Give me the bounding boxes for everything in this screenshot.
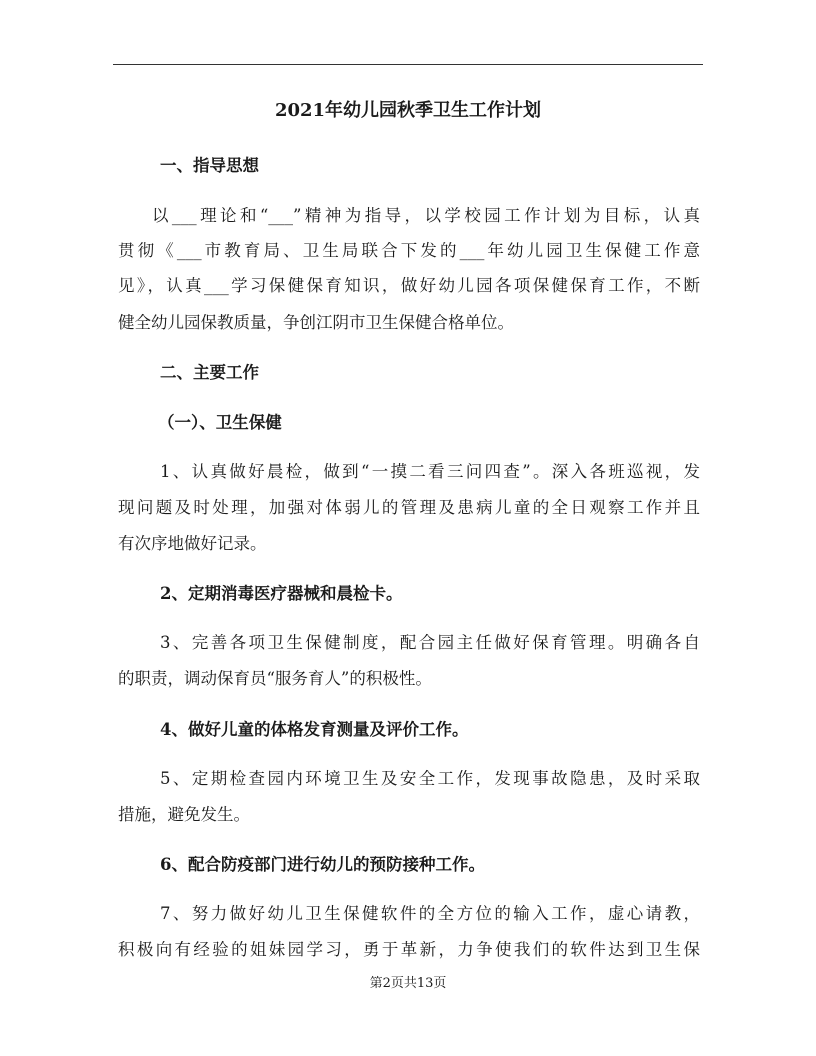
paragraph-line: 有次序地做好记录。 — [118, 534, 267, 553]
subsection-heading-health-care: （一）、卫生保健 — [158, 413, 282, 432]
paragraph-line: 贯彻《___市教育局、卫生局联合下发的___年幼儿园卫生保健工作意 — [118, 241, 700, 260]
paragraph-line: 1、认真做好晨检，做到“一摸二看三问四查”。深入各班巡视，发 — [160, 462, 700, 481]
paragraph-line: 以___理论和“___”精神为指导，以学校园工作计划为目标，认真 — [152, 206, 700, 225]
paragraph-line: 5、定期检查园内环境卫生及安全工作，发现事故隐患，及时采取 — [160, 769, 700, 788]
page-title: 2021年幼儿园秋季卫生工作计划 — [274, 100, 542, 121]
item-heading-measurement: 4、做好儿童的体格发育测量及评价工作。 — [160, 720, 469, 739]
item-heading-vaccination: 6、配合防疫部门进行幼儿的预防接种工作。 — [160, 855, 485, 874]
paragraph-line: 的职责，调动保育员“服务育人”的积极性。 — [118, 669, 432, 688]
paragraph-line: 积极向有经验的姐妹园学习，勇于革新，力争使我们的软件达到卫生保 — [118, 940, 700, 959]
item-heading-disinfect: 2、定期消毒医疗器械和晨检卡。 — [160, 584, 403, 603]
page-footer: 第2页共13页 — [369, 976, 447, 991]
paragraph-line: 3、完善各项卫生保健制度，配合园主任做好保育管理。明确各自 — [160, 633, 700, 652]
paragraph-line: 现问题及时处理，加强对体弱儿的管理及患病儿童的全日观察工作并且 — [118, 498, 700, 517]
paragraph-line: 7、努力做好幼儿卫生保健软件的全方位的输入工作，虚心请教， — [160, 904, 700, 923]
header-rule — [113, 64, 703, 65]
section-heading-guiding-ideology: 一、指导思想 — [160, 156, 259, 175]
paragraph-line: 措施，避免发生。 — [118, 805, 250, 824]
section-heading-main-work: 二、主要工作 — [160, 363, 259, 382]
paragraph-line: 见》，认真___学习保健保育知识，做好幼儿园各项保健保育工作，不断 — [118, 276, 700, 295]
paragraph-line: 健全幼儿园保教质量，争创江阴市卫生保健合格单位。 — [118, 313, 514, 332]
